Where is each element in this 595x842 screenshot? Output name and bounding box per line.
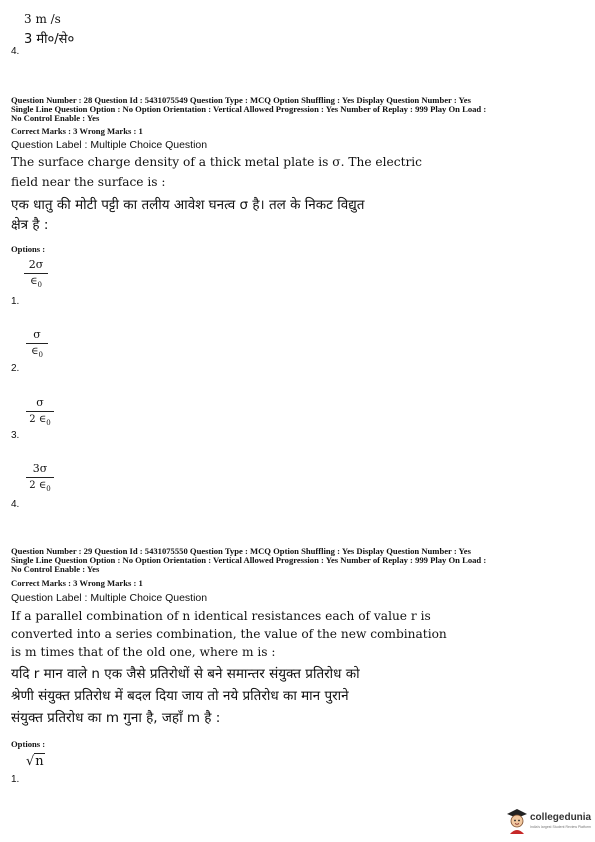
q29-meta-line3: No Control Enable : Yes bbox=[11, 564, 100, 574]
radical-sign: √ bbox=[26, 754, 35, 769]
q28-english-line1: The surface charge density of a thick metal plate is σ. The electric bbox=[11, 155, 423, 169]
fraction-numerator: σ bbox=[36, 396, 44, 409]
q28-option-2-fraction[interactable] bbox=[26, 328, 48, 362]
q28-option-4-fraction[interactable] bbox=[26, 462, 54, 496]
q29-english-line1: If a parallel combination of n identical resistances each of value r is bbox=[11, 609, 431, 623]
q28-option-4-number: 4. bbox=[11, 499, 20, 510]
q28-hindi-line2: क्षेत्र है : bbox=[11, 217, 49, 233]
q28-meta-line3: No Control Enable : Yes bbox=[11, 113, 100, 123]
fraction-bar bbox=[26, 343, 48, 344]
fraction-denominator: $\in_0$ bbox=[30, 276, 42, 289]
q28-meta-line2: Single Line Question Option : No Option Orientation : Vertical Allowed Progression : Yes Number of Replay : 999 Play On Load : bbox=[11, 104, 487, 114]
q28-english-line2: field near the surface is : bbox=[11, 175, 166, 189]
q28-option-3-fraction[interactable] bbox=[26, 396, 54, 430]
q29-hindi-line2: श्रेणी संयुक्त प्रतिरोध में बदल दिया जाय तो नये प्रतिरोध का मान पुराने bbox=[11, 688, 349, 704]
brand-name: collegedunia bbox=[530, 812, 592, 823]
q29-marks: Correct Marks : 3 Wrong Marks : 1 bbox=[11, 578, 143, 588]
fraction-denominator: $\in_0$ bbox=[31, 346, 43, 359]
q29-hindi-line1: यदि r मान वाले n एक जैसे प्रतिरोधों से बने समान्तर संयुक्त प्रतिरोध को bbox=[11, 666, 360, 682]
fraction-bar bbox=[26, 477, 54, 478]
radicand: n bbox=[35, 754, 44, 769]
brand-tagline: India's largest Student Review Platform bbox=[530, 825, 591, 829]
q29-english-line2: converted into a series combination, the value of the new combination bbox=[11, 627, 447, 641]
q28-option-2-number: 2. bbox=[11, 363, 20, 374]
q28-meta-line1: Question Number : 28 Question Id : 5431075549 Question Type : MCQ Option Shuffling : Yes Display Question Number : Yes bbox=[11, 95, 471, 105]
fraction-numerator: 3σ bbox=[32, 462, 48, 475]
prev-option-4-hindi: 3 मी०/से० bbox=[24, 32, 75, 47]
q28-option-1-fraction[interactable] bbox=[24, 258, 48, 292]
q28-options-heading: Options : bbox=[11, 244, 46, 254]
q29-option-1-value[interactable] bbox=[26, 754, 45, 769]
fraction-denominator: 2 $\in_0$ bbox=[29, 414, 51, 427]
fraction-numerator: 2σ bbox=[28, 258, 44, 271]
q28-question-label: Question Label : Multiple Choice Question bbox=[11, 139, 208, 151]
fraction-bar bbox=[26, 411, 54, 412]
prev-option-number: 4. bbox=[11, 46, 20, 57]
q29-english-line3: is m times that of the old one, where m is : bbox=[11, 645, 276, 659]
q28-hindi-line1: एक धातु की मोटी पट्टी का तलीय आवेश घनत्व σ है। तल के निकट विद्युत bbox=[11, 197, 365, 213]
q29-question-label: Question Label : Multiple Choice Question bbox=[11, 592, 208, 604]
fraction-denominator: 2 $\in_0$ bbox=[29, 480, 51, 493]
fraction-bar bbox=[24, 273, 48, 274]
q29-meta-line2: Single Line Question Option : No Option Orientation : Vertical Allowed Progression : Yes Number of Replay : 999 Play On Load : bbox=[11, 555, 487, 565]
q28-option-3-number: 3. bbox=[11, 430, 20, 441]
q29-option-1-number: 1. bbox=[11, 774, 20, 785]
q29-hindi-line3: संयुक्त प्रतिरोध का m गुना है, जहाँ m है : bbox=[11, 710, 221, 726]
q28-option-1-number: 1. bbox=[11, 296, 20, 307]
prev-option-4-english: 3 m /s bbox=[24, 12, 61, 26]
q28-marks: Correct Marks : 3 Wrong Marks : 1 bbox=[11, 126, 143, 136]
q29-meta-line1: Question Number : 29 Question Id : 5431075550 Question Type : MCQ Option Shuffling : Yes Display Question Number : Yes bbox=[11, 546, 471, 556]
q29-options-heading: Options : bbox=[11, 739, 46, 749]
fraction-numerator: σ bbox=[33, 328, 41, 341]
collegedunia-logo bbox=[506, 806, 590, 836]
graduate-mascot-icon bbox=[506, 808, 528, 834]
